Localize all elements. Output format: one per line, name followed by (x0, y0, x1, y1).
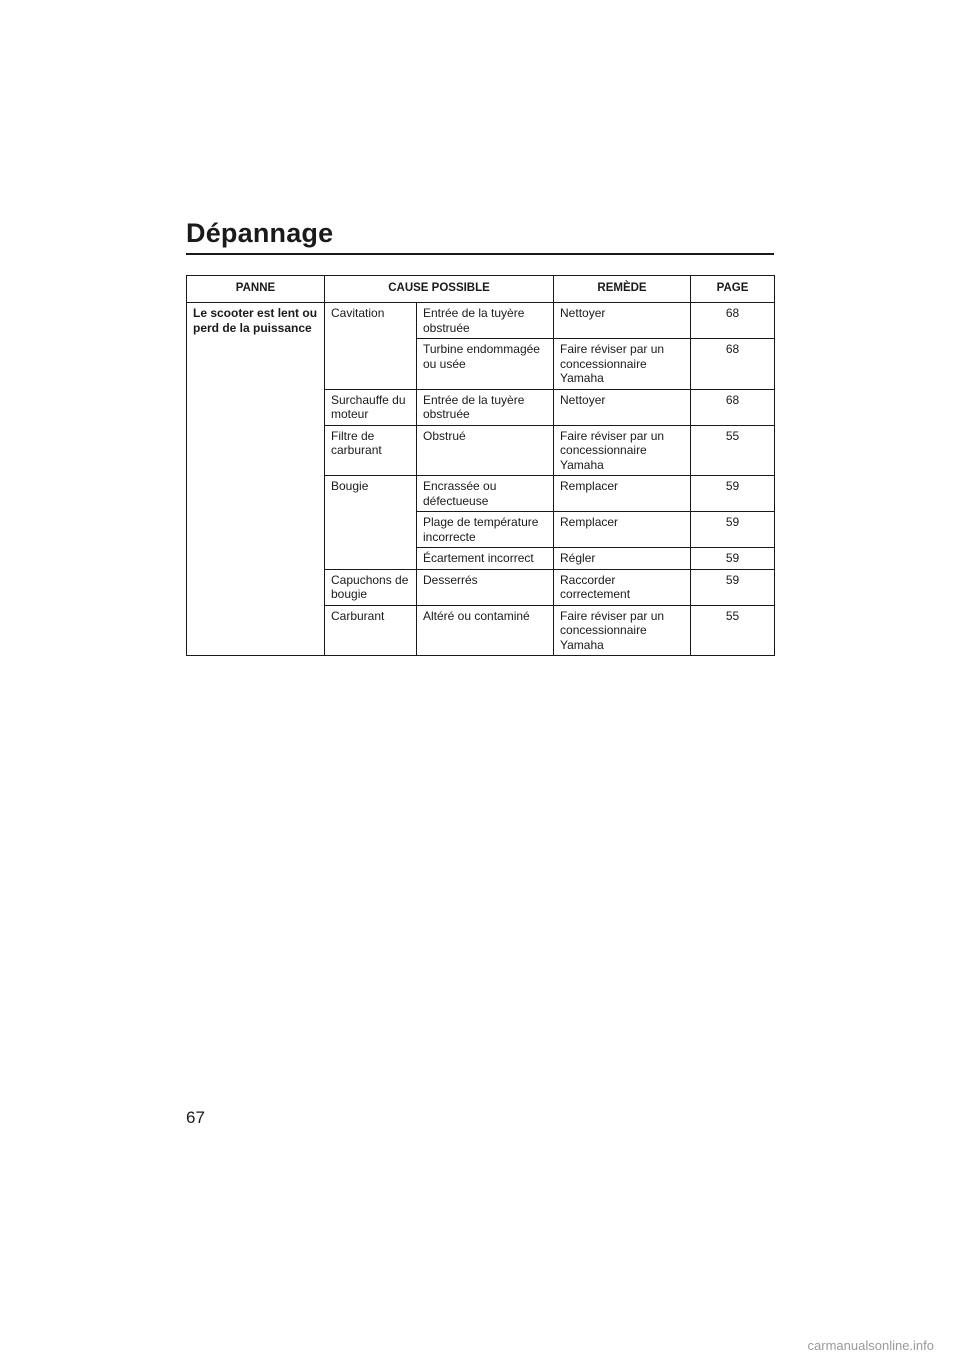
remede-cell: Remplacer (554, 476, 691, 512)
troubleshooting-table (186, 275, 775, 656)
remede-cell: Remplacer (554, 512, 691, 548)
cause-detail-cell: Entrée de la tuyère obstruée (417, 389, 554, 425)
page-cell: 59 (691, 548, 775, 570)
cause-detail-cell: Turbine endommagée ou usée (417, 339, 554, 390)
page-cell: 59 (691, 512, 775, 548)
header-remede: REMÈDE (554, 276, 691, 303)
remede-cell: Faire réviser par un concessionnaire Yamaha (554, 339, 691, 390)
cause-main-cell: Bougie (325, 476, 417, 570)
cause-main-cell: Carburant (325, 605, 417, 656)
page-cell: 68 (691, 339, 775, 390)
page-cell: 55 (691, 605, 775, 656)
cause-detail-cell: Entrée de la tuyère obstruée (417, 303, 554, 339)
page-cell: 68 (691, 303, 775, 339)
remede-cell: Nettoyer (554, 303, 691, 339)
watermark: carmanualsonline.info (807, 1338, 934, 1353)
remede-cell: Régler (554, 548, 691, 570)
cause-detail-cell: Plage de température incorrecte (417, 512, 554, 548)
remede-cell: Nettoyer (554, 389, 691, 425)
page-title: Dépannage (186, 218, 334, 248)
header-cause: CAUSE POSSIBLE (325, 276, 554, 303)
page-number: 67 (186, 1108, 205, 1127)
cause-main-cell: Cavitation (325, 303, 417, 390)
cause-detail-cell: Desserrés (417, 569, 554, 605)
cause-main-cell: Capuchons de bougie (325, 569, 417, 605)
page-cell: 59 (691, 569, 775, 605)
cause-detail-cell: Encrassée ou défectueuse (417, 476, 554, 512)
cause-detail-cell: Écartement incorrect (417, 548, 554, 570)
cause-detail-cell: Altéré ou contaminé (417, 605, 554, 656)
page-cell: 59 (691, 476, 775, 512)
cause-detail-cell: Obstrué (417, 425, 554, 476)
header-panne: PANNE (187, 276, 325, 303)
cause-main-cell: Surchauffe du moteur (325, 389, 417, 425)
remede-cell: Faire réviser par un concessionnaire Yamaha (554, 425, 691, 476)
page-cell: 68 (691, 389, 775, 425)
panne-cell: Le scooter est lent ou perd de la puissance (187, 303, 325, 656)
table-header-row (187, 276, 775, 303)
remede-cell: Raccorder correctement (554, 569, 691, 605)
cause-main-cell: Filtre de carburant (325, 425, 417, 476)
remede-cell: Faire réviser par un concessionnaire Yamaha (554, 605, 691, 656)
header-page: PAGE (691, 276, 775, 303)
title-divider (186, 253, 774, 255)
page-cell: 55 (691, 425, 775, 476)
table-row (187, 303, 775, 339)
